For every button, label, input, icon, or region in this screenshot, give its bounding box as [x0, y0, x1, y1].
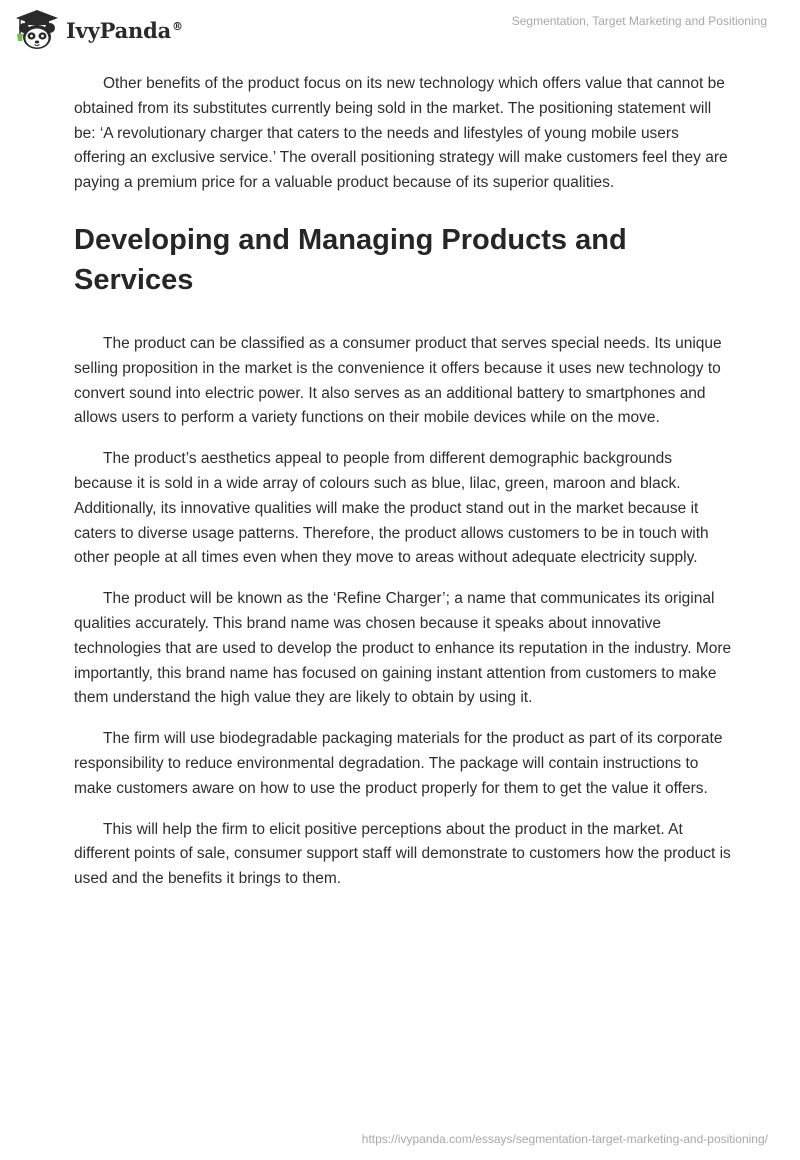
panda-logo-icon — [14, 8, 60, 52]
essay-content — [74, 72, 734, 908]
logo-wordmark: IvyPanda® — [66, 17, 183, 43]
document-title: Segmentation, Target Marketing and Positioning — [511, 14, 767, 28]
page-header — [0, 0, 800, 60]
ivypanda-logo[interactable] — [14, 8, 183, 52]
paragraph: The product will be known as the ‘Refine Charger’; a name that communicates its original qualities accurately. This brand name was chosen because it speaks about innovative technologies that are used to develop the product to enhance its reputation in the industry. More importantly, this brand name has focused on gaining instant attention from customers to make them understand the high value they are likely to obtain by using it. — [74, 590, 732, 707]
source-url[interactable]: https://ivypanda.com/essays/segmentation-target-marketing-and-positioning/ — [361, 1132, 768, 1146]
paragraph: The product’s aesthetics appeal to people from different demographic backgrounds because it is sold in a wide array of colours such as blue, lilac, green, maroon and black. Additionally, its innovative qualities will make the product stand out in the market because it caters to diverse usage patterns. Therefore, the product allows customers to be in touch with other people at all times even when they move to areas without adequate electricity supply. — [74, 450, 709, 567]
intro-paragraph: Other benefits of the product focus on its new technology which offers value that cannot be obtained from its substitutes currently being sold in the market. The positioning statement will be: ‘A revolutionary charger that caters to the needs and lifestyles of young mobile users offering an exclusive service.’ The overall positioning strategy will make customers feel they are paying a premium price for a valuable product because of its superior qualities. — [74, 75, 728, 192]
section-heading: Developing and Managing Products and Services — [74, 223, 627, 296]
paragraph: The product can be classified as a consumer product that serves special needs. Its unique selling proposition in the market is the convenience it offers because it uses new technology to convert sound into electric power. It also serves as an additional battery to smartphones and allows users to perform a variety functions on their mobile devices while on the move. — [74, 334, 722, 427]
paragraph: The firm will use biodegradable packaging materials for the product as part of its corporate responsibility to reduce environmental degradation. The package will contain instructions to make customers aware on how to use the product properly for them to get the value it offers. — [74, 730, 723, 797]
paragraph: This will help the firm to elicit positive perceptions about the product in the market. At different points of sale, consumer support staff will demonstrate to customers how the product is used and the benefits it brings to them. — [74, 820, 731, 888]
